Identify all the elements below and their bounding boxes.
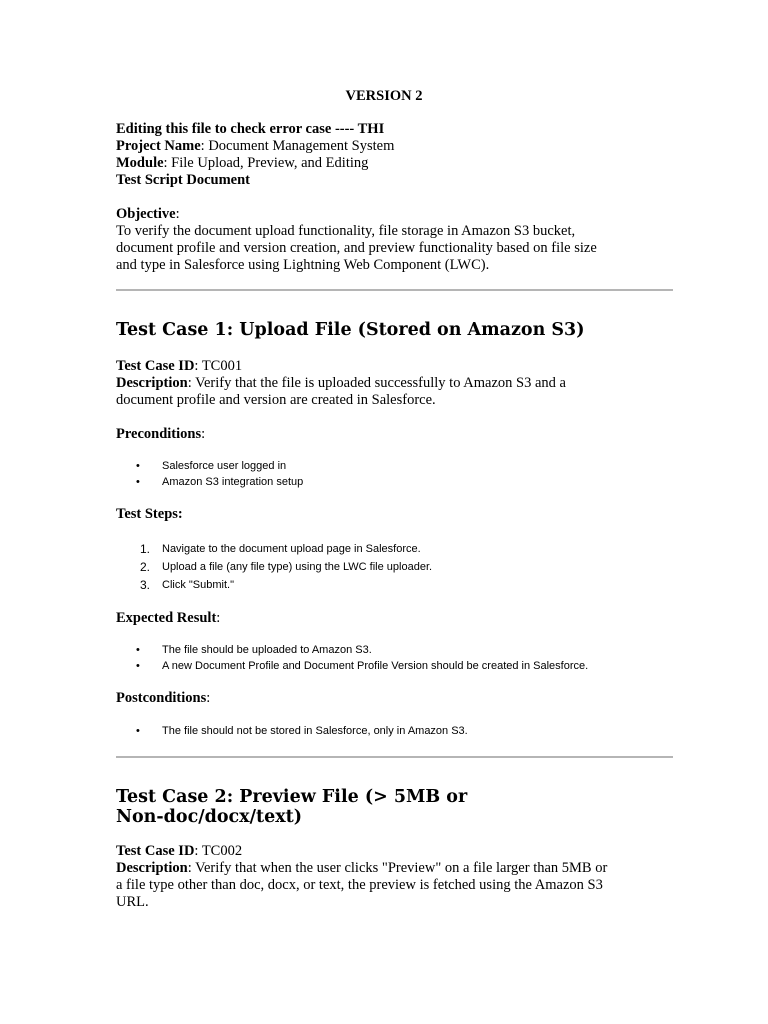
objective-section — [116, 206, 676, 274]
description-text: : Verify that the file is uploaded successfully to Amazon S3 and a — [187, 375, 566, 391]
step-number: 1. — [140, 542, 151, 556]
bullet-icon: • — [136, 660, 140, 672]
expected-result-heading — [116, 610, 656, 627]
document-header — [116, 121, 656, 189]
title-line: Non-doc/docx/text) — [116, 807, 303, 827]
expected-result-list — [116, 642, 676, 674]
test-case-id-label: Test Case ID — [116, 358, 195, 374]
list-item — [116, 458, 676, 474]
divider — [116, 289, 673, 291]
test-steps-heading: Test Steps: — [116, 506, 183, 522]
test-steps-list — [116, 540, 676, 594]
objective-colon: : — [175, 206, 180, 222]
postconditions-heading — [116, 690, 656, 707]
list-item-text: A new Document Profile and Document Profile Version should be created in Salesforce. — [162, 660, 589, 672]
description-line: URL. — [116, 894, 149, 910]
description-label: Description — [116, 375, 188, 391]
module-value: : File Upload, Preview, and Editing — [163, 155, 369, 171]
list-item-text: Navigate to the document upload page in Salesforce. — [162, 543, 421, 555]
objective-line: and type in Salesforce using Lightning Web Component (LWC). — [116, 257, 490, 273]
list-item — [116, 558, 676, 576]
divider — [116, 756, 673, 758]
list-item-text: Amazon S3 integration setup — [162, 476, 304, 488]
postconditions-list — [116, 723, 676, 739]
bullet-icon: • — [136, 476, 140, 488]
expected-result-label: Expected Result — [116, 610, 217, 626]
editing-note: Editing this file to check error case ---- THI — [116, 121, 385, 137]
title-line: Test Case 2: Preview File (> 5MB or — [116, 787, 468, 807]
bullet-icon: • — [136, 725, 140, 737]
test-case-id-line — [116, 843, 676, 860]
test-case-id-value: : TC001 — [194, 358, 243, 374]
list-item — [116, 642, 676, 658]
preconditions-label: Preconditions — [116, 426, 202, 442]
step-number: 3. — [140, 578, 151, 592]
list-item-text: Salesforce user logged in — [162, 460, 287, 472]
list-item-text: The file should be uploaded to Amazon S3. — [162, 644, 372, 656]
list-item — [116, 723, 676, 739]
test-case-2-title — [116, 787, 676, 827]
list-item — [116, 576, 676, 594]
objective-line: document profile and version creation, and preview functionality based on file size — [116, 240, 597, 256]
preconditions-colon: : — [201, 426, 206, 442]
description-line: a file type other than doc, docx, or text, the preview is fetched using the Amazon S3 — [116, 877, 603, 893]
test-case-id-label: Test Case ID — [116, 843, 195, 859]
preconditions-heading — [116, 426, 656, 443]
list-item-text: Upload a file (any file type) using the LWC file uploader. — [162, 561, 433, 573]
doc-type: Test Script Document — [116, 172, 250, 188]
project-name-line — [116, 138, 656, 155]
objective-heading — [116, 206, 676, 223]
expected-result-colon: : — [216, 610, 221, 626]
description-line — [116, 860, 676, 877]
version-heading: VERSION 2 — [345, 88, 423, 104]
list-item — [116, 658, 676, 674]
test-case-1-info — [116, 358, 676, 409]
description-label: Description — [116, 860, 188, 876]
step-number: 2. — [140, 560, 151, 574]
description-line — [116, 375, 676, 392]
list-item — [116, 474, 676, 490]
module-line — [116, 155, 656, 172]
description-text: : Verify that when the user clicks "Preview" on a file larger than 5MB or — [187, 860, 608, 876]
project-name-value: : Document Management System — [200, 138, 395, 154]
project-name-label: Project Name — [116, 138, 201, 154]
objective-label: Objective — [116, 206, 176, 222]
test-case-id-line — [116, 358, 676, 375]
bullet-icon: • — [136, 644, 140, 656]
bullet-icon: • — [136, 460, 140, 472]
list-item-text: The file should not be stored in Salesforce, only in Amazon S3. — [162, 725, 468, 737]
module-label: Module — [116, 155, 164, 171]
objective-line: To verify the document upload functionality, file storage in Amazon S3 bucket, — [116, 223, 576, 239]
list-item — [116, 540, 676, 558]
description-line: document profile and version are created in Salesforce. — [116, 392, 436, 408]
test-case-1-title: Test Case 1: Upload File (Stored on Amazon S3) — [116, 320, 585, 340]
test-case-2-info — [116, 843, 676, 911]
list-item-text: Click "Submit." — [162, 579, 234, 591]
preconditions-list — [116, 458, 676, 490]
postconditions-label: Postconditions — [116, 690, 207, 706]
test-case-id-value: : TC002 — [194, 843, 243, 859]
postconditions-colon: : — [206, 690, 211, 706]
